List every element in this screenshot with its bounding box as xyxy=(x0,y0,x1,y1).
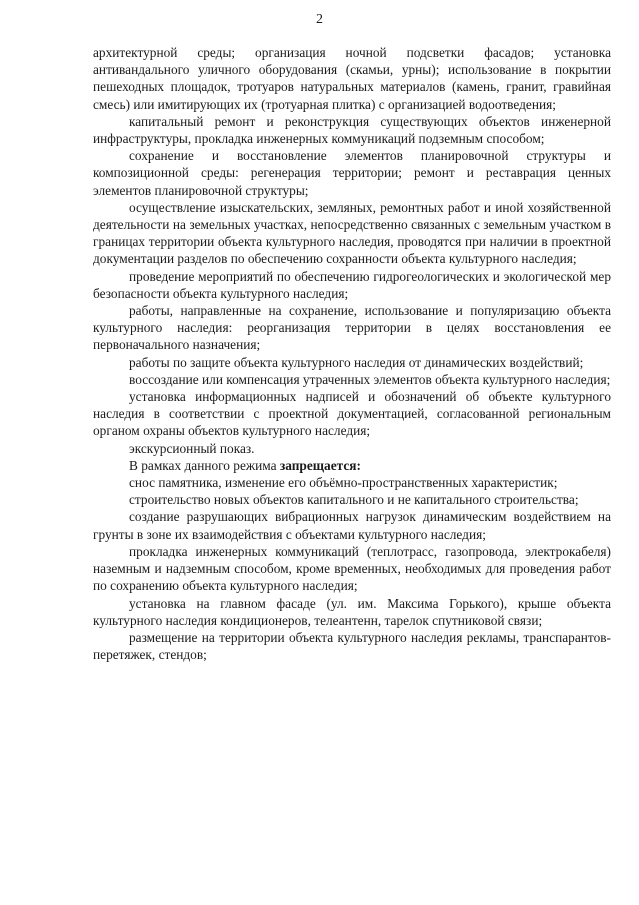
paragraph-permitted-9: установка информационных надписей и обозначений об объекте культурного наследия в соответствии с проектной документацией, согласованной региональным органом охраны объектов культурного наследия; xyxy=(93,389,611,439)
paragraph-permitted-3: сохранение и восстановление элементов планировочной структуры и композиционной среды: регенерация территории; ремонт и реставрация ценных элементов планировочной структуры; xyxy=(93,148,611,198)
prohibited-item-5: установка на главном фасаде (ул. им. Максима Горького), крыше объекта культурного наследия кондиционеров, телеантенн, тарелок спутниковой связи; xyxy=(93,595,611,628)
paragraph-permitted-1: архитектурной среды; организация ночной подсветки фасадов; установка антивандального уличного оборудования (скамьи, урны); использование в покрытии пешеходных площадок, тротуаров натуральных материалов (камень, гранит, гравийная смесь) или имитирующих их (тротуарная плитка) с организацией водоотведения; xyxy=(93,45,611,112)
document-body xyxy=(93,44,611,663)
paragraph-permitted-8: воссоздание или компенсация утраченных элементов объекта культурного наследия; xyxy=(129,371,611,387)
paragraph-permitted-10: экскурсионный показ. xyxy=(129,440,255,456)
prohibited-item-1: снос памятника, изменение его объёмно-пространственных характеристик; xyxy=(129,475,558,491)
prohibition-emphasis: запрещается: xyxy=(279,457,361,473)
paragraph-permitted-6: работы, направленные на сохранение, использование и популяризацию объекта культурного наследия: реорганизация территории в целях восстановления ее первоначального назначения; xyxy=(93,303,611,353)
prohibited-item-6: размещение на территории объекта культурного наследия рекламы, транспарантов-перетяжек, стендов; xyxy=(93,629,611,663)
paragraph-permitted-7: работы по защите объекта культурного наследия от динамических воздействий; xyxy=(129,354,584,370)
prohibition-intro-text: В рамках данного режима xyxy=(129,457,280,473)
prohibited-item-2: строительство новых объектов капитального и не капитального строительства; xyxy=(129,492,579,508)
prohibited-item-4: прокладка инженерных коммуникаций (теплотрасс, газопровода, электрокабеля) наземным и надземным способом, кроме временных, необходимых для проведения работ по сохранению объекта культурного наследия; xyxy=(93,543,611,594)
paragraph-permitted-4: осуществление изыскательских, земляных, ремонтных работ и иной хозяйственной деятельности на земельных участках, непосредственно связанных с земельным участком в границах территории объекта культурного наследия, проводятся при наличии в проектной документации разделов по обеспечению сохранности объекта культурного наследия; xyxy=(93,199,611,267)
page-number: 2 xyxy=(316,12,323,27)
paragraph-permitted-5: проведение мероприятий по обеспечению гидрогеологических и экологической мер безопасности объекта культурного наследия; xyxy=(93,268,611,301)
prohibition-intro xyxy=(93,457,611,474)
prohibited-item-3: создание разрушающих вибрационных нагрузок динамическим воздействием на грунты в зоне их взаимодействия с объектами культурного наследия; xyxy=(93,509,611,542)
paragraph-permitted-2: капитальный ремонт и реконструкция существующих объектов инженерной инфраструктуры, прокладка инженерных коммуникаций подземным способом; xyxy=(93,113,611,147)
